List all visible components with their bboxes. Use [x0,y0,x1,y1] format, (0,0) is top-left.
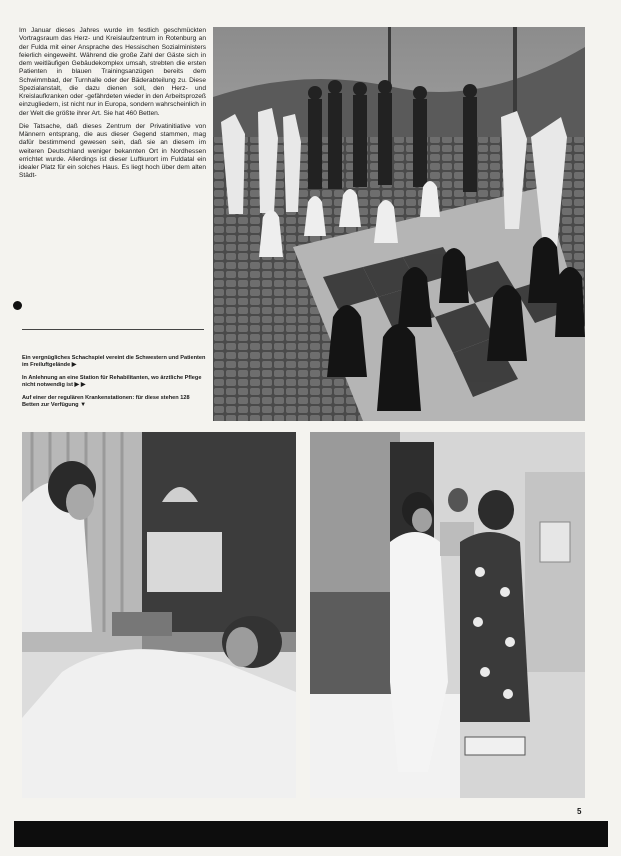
photo-outdoor-chess [213,27,585,421]
caption-nursing: In Anlehnung an eine Station für Rehabilitanten, wo ärztliche Pflege nicht notwendig ist ▶ ▶ [22,375,202,389]
article-paragraph-2: Die Tatsache, daß dieses Zentrum der Privatinitiative von Männern entsprang, die aus dieser Gegend stammen, mag dafür bestimmend gewesen sein, daß sie an diesem im weiteren Deutschland weniger bekannten Ort in Nordhessen errichtet wurde. Allerdings ist dieser Luftkurort im Fuldatal ein idealer Platz für ein solches Haus. Es liegt hoch über dem alten Städt- [19,122,206,180]
photo-nurse-scale [310,432,585,798]
caption-block [22,355,208,416]
arrow-right-icon: ▶ [71,362,77,369]
article-text [19,27,206,186]
caption-chess: Ein vergnügliches Schachspiel vereint die Schwestern und Patienten im Freiluftgelände ▶ [22,355,206,369]
arrow-down-icon: ▼ [80,402,87,409]
double-arrow-right-icon: ▶ ▶ [74,382,86,389]
divider [22,329,204,330]
caption-ward: Auf einer der regulären Krankenstationen: für diese stehen 128 Betten zur Verfügung ▼ [22,395,190,409]
article-paragraph-1: Im Januar dieses Jahres wurde im festlich geschmückten Vortragsraum das Herz- und Kreislaufzentrum in Rotenburg an der Fulda mit einer Ansprache des Hessischen Sozialministers feierlich eingeweiht. Während die große Zahl der Gäste sich in dem weitläufigen Gebäudekomplex umsah, strebten die ersten Patienten in blauen Trainingsanzügen bereits dem Schwimmbad, der Turnhalle oder der Bäderabteilung zu. Diese Spezialanstalt, die dazu dienen soll, den Herz- und Kreislaufkranken oder -gefährdeten wieder in den Arbeitsprozeß einzugliedern, ist nicht nur in Europa, sondern wahrscheinlich in der Welt die größte ihrer Art. Sie hat 460 Betten. [19,27,206,117]
bottom-bar [14,821,608,847]
bullet-marker-icon [13,301,22,310]
page-number: 5 [577,807,582,816]
photo-nurse-bedside [22,432,296,798]
